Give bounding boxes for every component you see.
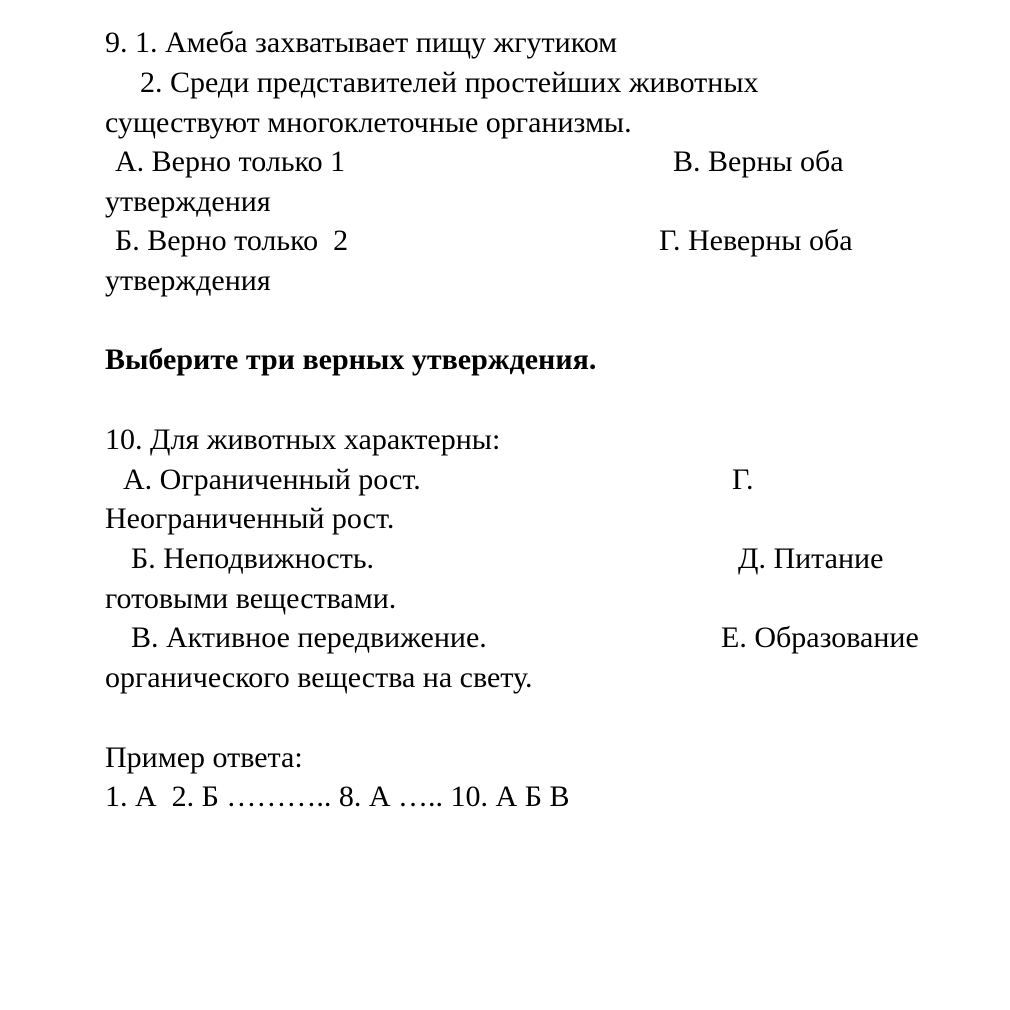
q9-option-b: Б. Верно только 2 bbox=[115, 224, 349, 257]
q10-option-d: Д. Питание bbox=[738, 542, 884, 575]
q10-option-e-cont: органического вещества на свету. bbox=[105, 661, 533, 694]
q10-stem: 10. Для животных характерны: bbox=[105, 423, 501, 456]
q9-option-a: А. Верно только 1 bbox=[115, 145, 346, 178]
q9-option-v-cont: утверждения bbox=[105, 185, 271, 218]
q10-option-g-cont: Неограниченный рост. bbox=[105, 502, 395, 535]
q9-option-g-cont: утверждения bbox=[105, 264, 271, 297]
q10-option-e: Е. Образование bbox=[721, 621, 919, 654]
section-instruction: Выберите три верных утверждения. bbox=[105, 343, 597, 376]
q9-statement-2: 2. Среди представителей простейших животных bbox=[140, 66, 759, 99]
example-answer: 1. А 2. Б ……….. 8. А ….. 10. А Б В bbox=[105, 780, 570, 813]
q9-option-v: В. Верны оба bbox=[673, 145, 844, 178]
q10-option-b: Б. Неподвижность. bbox=[131, 542, 375, 575]
example-label: Пример ответа: bbox=[105, 741, 303, 774]
q10-option-v: В. Активное передвижение. bbox=[131, 621, 487, 654]
q9-statement-2-cont: существуют многоклеточные организмы. bbox=[105, 106, 632, 139]
q10-option-d-cont: готовыми веществами. bbox=[105, 582, 397, 615]
q10-option-a: А. Ограниченный рост. bbox=[123, 463, 421, 496]
q9-option-g: Г. Неверны оба bbox=[659, 224, 853, 257]
q9-statement-1: 9. 1. Амеба захватывает пищу жгутиком bbox=[105, 26, 618, 59]
q10-option-g: Г. bbox=[732, 463, 754, 496]
